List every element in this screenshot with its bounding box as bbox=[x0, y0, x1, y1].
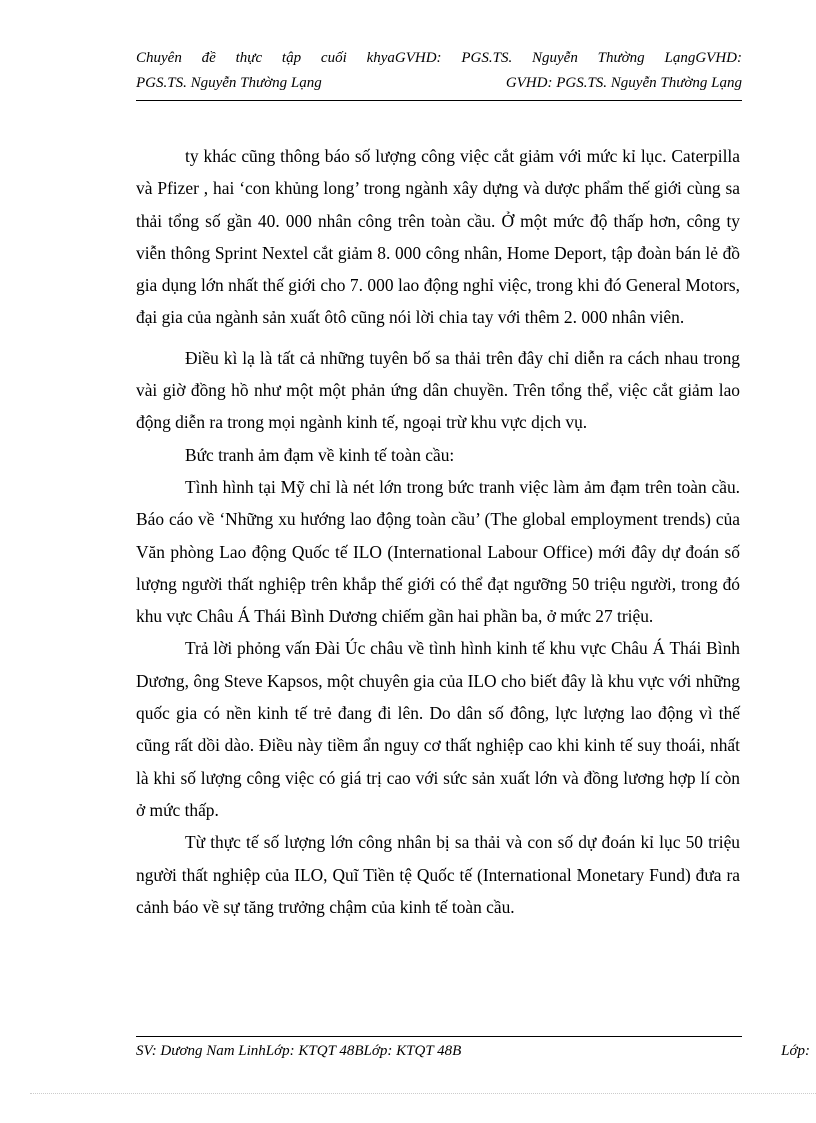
header-line-2-left: PGS.TS. Nguyễn Thường Lạng bbox=[136, 75, 322, 91]
footer-left: SV: Dương Nam LinhLớp: KTQT 48BLớp: KTQT 48B bbox=[136, 1043, 462, 1059]
paragraph-2: Điều kì lạ là tất cả những tuyên bố sa thải trên đây chỉ diễn ra cách nhau trong vài giờ đồng hồ như một một phản ứng dân chuyền. Trên tổng thể, việc cắt giảm lao động diễn ra trong mọi ngành kinh tế, ngoại trừ khu vực dịch vụ. bbox=[136, 347, 740, 433]
header-line-2 bbox=[136, 71, 742, 96]
paragraph-4: Tình hình tại Mỹ chỉ là nét lớn trong bức tranh việc làm ảm đạm trên toàn cầu. Báo cáo về ‘Những xu hướng lao động toàn cầu’ (The global employment trends) của Văn phòng Lao động Quốc tế ILO (International Labour Office) mới đây dự đoán số lượng người thất nghiệp trên khắp thế giới có thể đạt ngưỡng 50 triệu người, trong đó khu vực Châu Á Thái Bình Dương chiếm gần hai phần ba, ở mức 27 triệu. bbox=[136, 476, 740, 627]
footer-divider bbox=[136, 1036, 742, 1037]
footer-right: Lớp: bbox=[781, 1043, 810, 1059]
paragraph-5: Trả lời phỏng vấn Đài Úc châu về tình hình kinh tế khu vực Châu Á Thái Bình Dương, ông Steve Kapsos, một chuyên gia của ILO cho biết đây là khu vực với những quốc gia có nền kinh tế trẻ đang đi lên. Do dân số đông, lực lượng lao động vì thế cũng rất dồi dào. Điều này tiềm ẩn nguy cơ thất nghiệp cao khi kinh tế suy thoái, nhất là khi số lượng công việc có giá trị cao với sức sản xuất lớn và đồng lương hợp lí còn ở mức thấp. bbox=[136, 638, 740, 820]
page-header bbox=[136, 46, 742, 101]
header-line-1: Chuyên đề thực tập cuối khyaGVHD: PGS.TS. Nguyễn Thường LạngGVHD: bbox=[136, 50, 742, 66]
page-bottom-dotted-line bbox=[30, 1093, 816, 1094]
paragraph-6: Từ thực tế số lượng lớn công nhân bị sa thải và con số dự đoán kỉ lục 50 triệu người thất nghiệp của ILO, Quĩ Tiền tệ Quốc tế (International Monetary Fund) đưa ra cảnh báo về sự tăng trưởng chậm của kinh tế toàn cầu. bbox=[136, 832, 740, 917]
paragraph-1: ty khác cũng thông báo số lượng công việc cắt giảm với mức kỉ lục. Caterpilla và Pfizer , hai ‘con khủng long’ trong ngành xây dựng và dược phẩm thế giới cùng sa thải tổng số gần 40. 000 nhân công trên toàn cầu. Ở một mức độ thấp hơn, công ty viễn thông Sprint Nextel cắt giảm 8. 000 công nhân, Home Deport, tập đoàn bán lẻ đồ gia dụng lớn nhất thế giới cho 7. 000 lao động nghỉ việc, trong khi đó General Motors, đại gia của ngành sản xuất ôtô cũng nói lời chia tay với thêm 2. 000 nhân viên. bbox=[136, 146, 740, 328]
header-line-2-right: GVHD: PGS.TS. Nguyễn Thường Lạng bbox=[505, 75, 742, 91]
body-text bbox=[136, 140, 740, 923]
page-footer bbox=[136, 1040, 816, 1062]
paragraph-3: Bức tranh ảm đạm về kinh tế toàn cầu: bbox=[185, 444, 455, 465]
